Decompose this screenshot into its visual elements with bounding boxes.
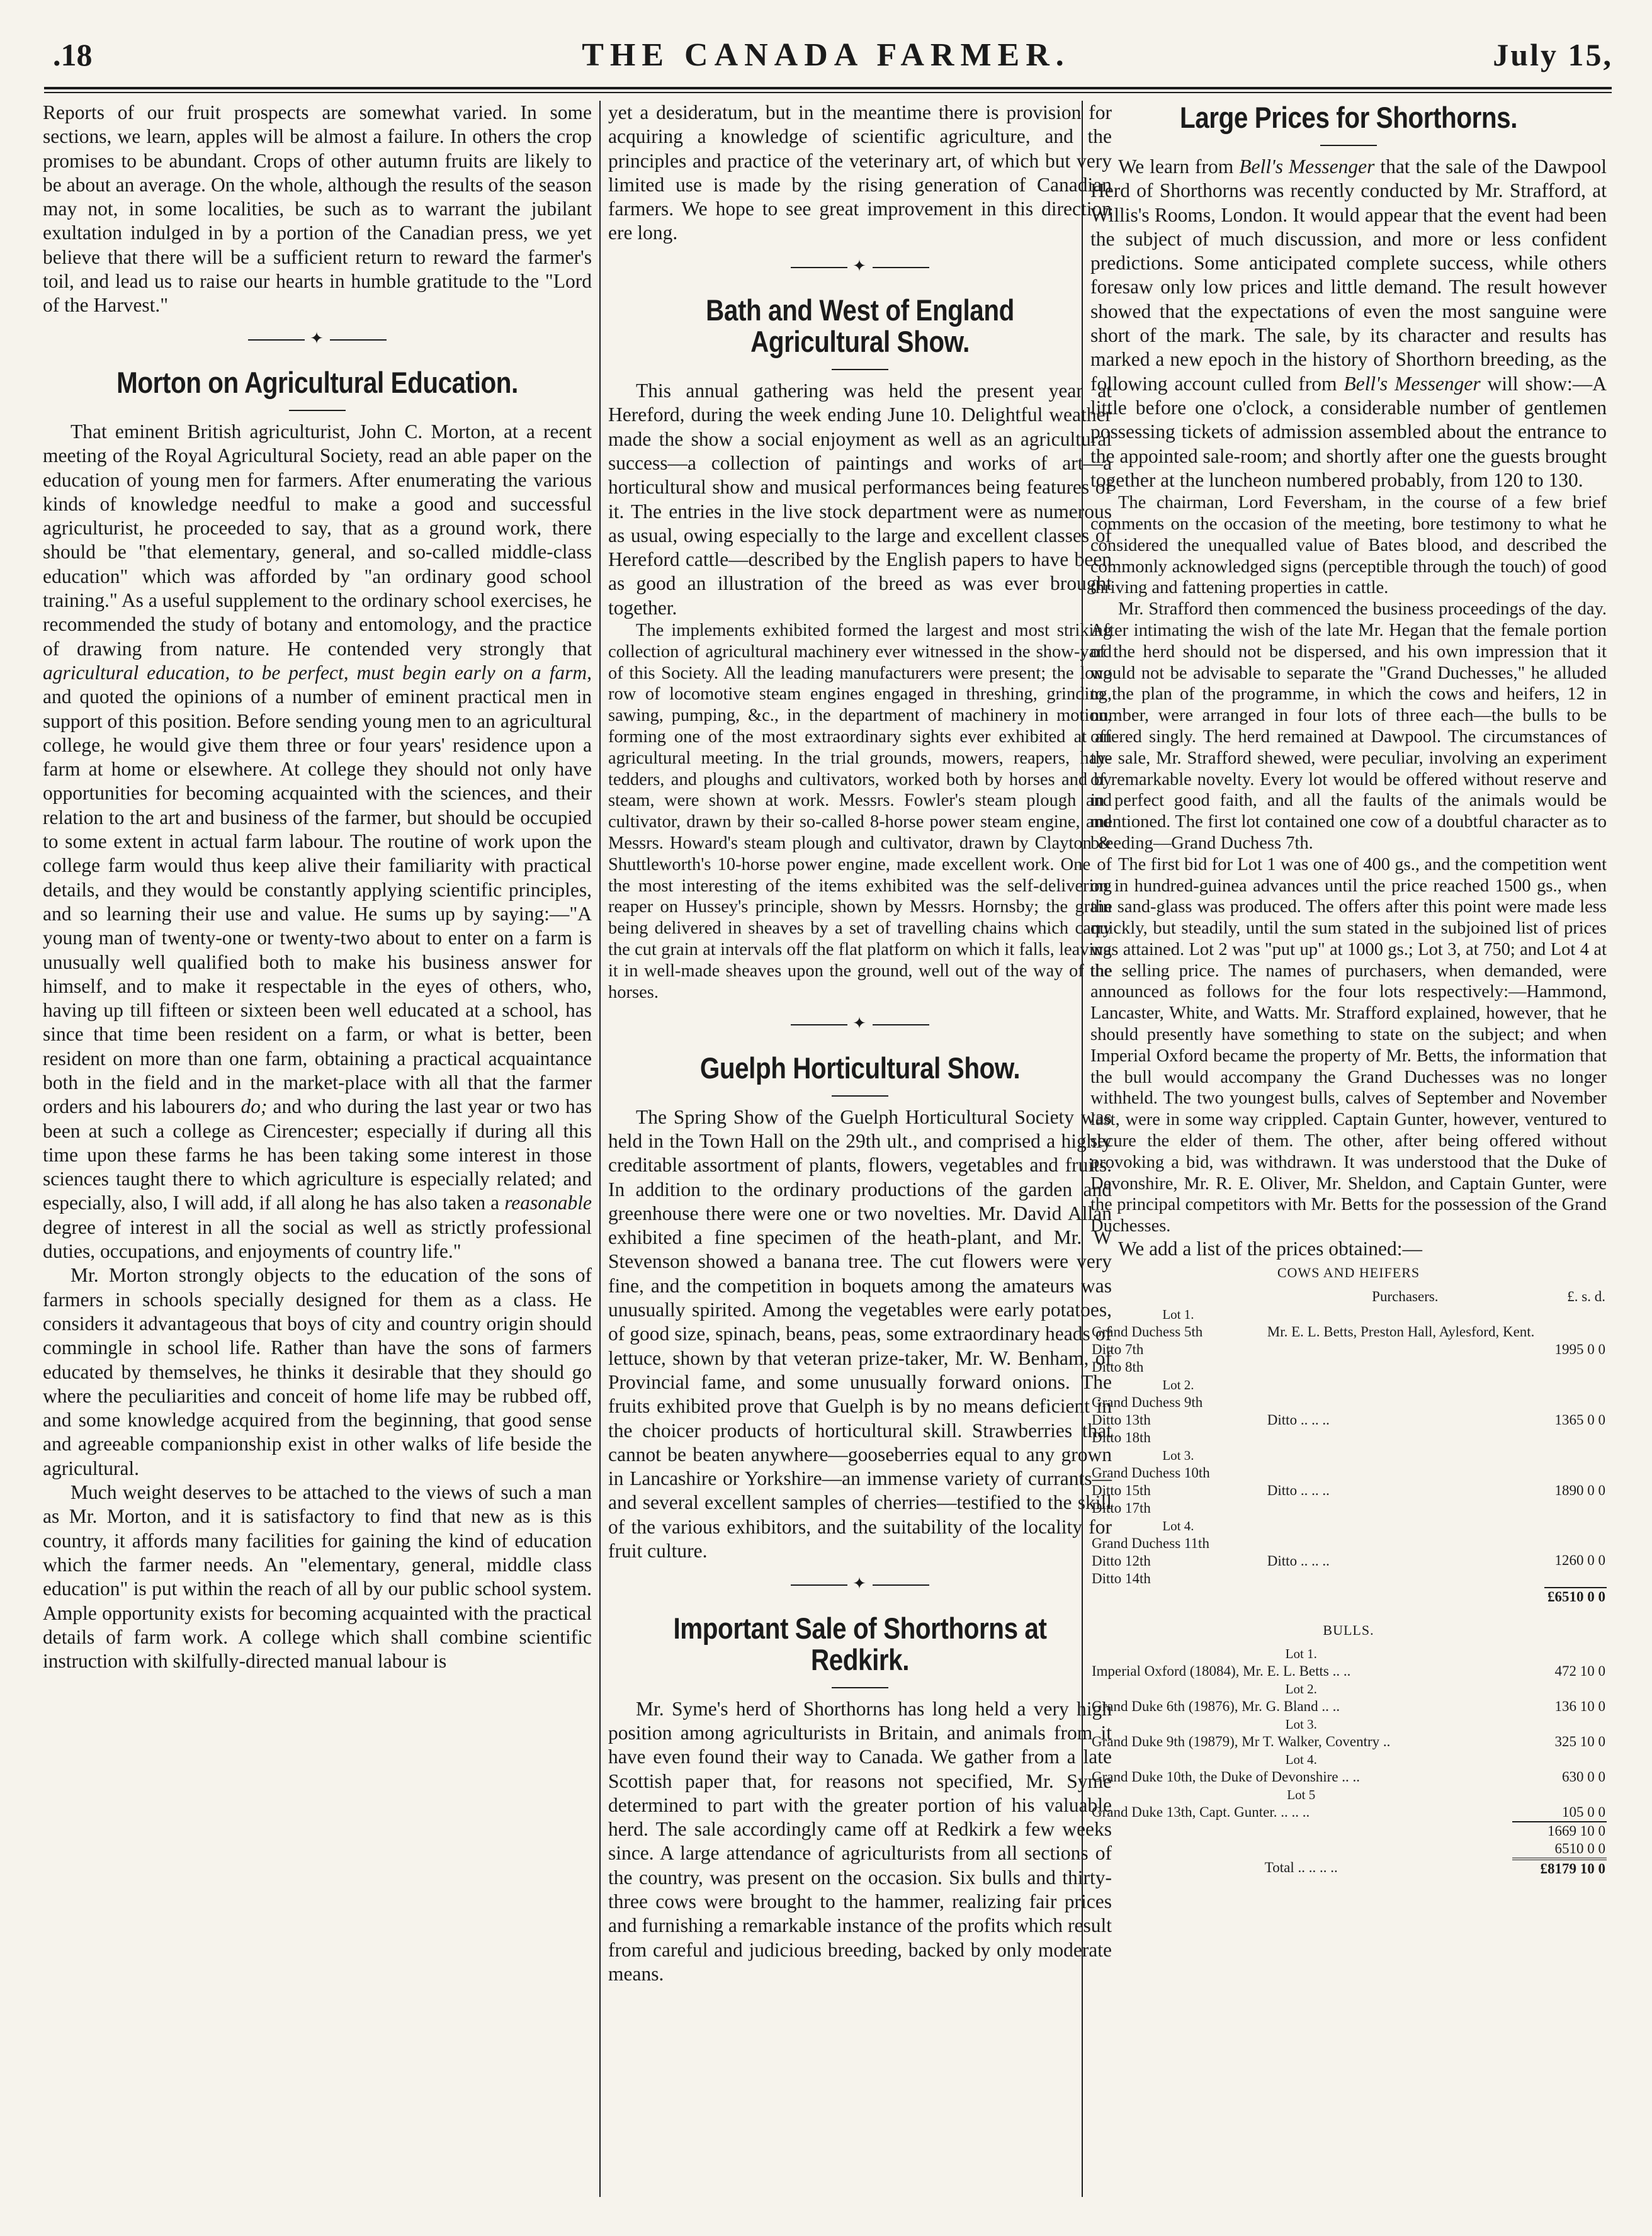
article-paragraph: Mr. Syme's herd of Shorthorns has long held a very high position among agriculturists in Britain, and animals from it have even found their way to Canada. We gather from a late Scottish paper that, for reasons not specified, Mr. Syme determined to part with the greater portion of his valuable herd. The sale accordingly came off at Redkirk a few weeks since. A large attendance of agriculturists from all sections of the country, was present on the occasion. Six bulls and thirty-three cows were brought to the hammer, realizing fair prices and furnishing a remarkable instance of the profits which result from careful and judicious breeding, backed by only moderate means. bbox=[608, 1697, 1112, 1985]
article-paragraph: Mr. Morton strongly objects to the education of the sons of farmers in schools specially designed for them as a class. He considers it advantageous that boys of city and country origin should commingle in school life. Rather than have the sons of farmers educated by themselves, he thinks it desirable that they should go where the peculiarities and conceit of home life may be rubbed off, and some knowledge acquired from the beginning, that good sense and agreeable companionship exist in other walks of life beside the agricultural. bbox=[43, 1264, 592, 1479]
table-row bbox=[1090, 1804, 1607, 1822]
section-ornament: ✦ bbox=[608, 254, 1112, 278]
article-paragraph: The implements exhibited formed the largest and most striking collection of agricultural machinery ever witnessed in the show-yard of this Society. All the leading manufacturers were present; the long row of locomotive steam engines engaged in threshing, grinding, sawing, pumping, &c., in the department of machinery in motion, forming one of the most extraordinary sights ever exhibited at an agricultural meeting. In the trial grounds, mowers, reapers, hay-tedders, and ploughs and cultivators, worked both by horses and by steam, were shown at work. Messrs. Fowler's steam plough and cultivator, drawn by their so-called 8-horse power steam engine, and Messrs. Howard's steam plough and cultivator, drawn by Clayton & Shuttleworth's 10-horse power engine, made excellent work. One of the most interesting of the items exhibited was the self-delivering reaper on Hussey's principle, shown by Messrs. Hornsby; the grain being delivered in sheaves by a set of travelling chains which carry the cut grain at intervals off the flat platform on which it falls, leaving it in well-made sheaves upon the ground, well out of the way of the horses. bbox=[608, 621, 1112, 1002]
section-ornament: ✦ bbox=[608, 1012, 1112, 1036]
section-ornament: ✦ bbox=[608, 1572, 1112, 1596]
cows-total: £6510 0 0 bbox=[1544, 1588, 1607, 1606]
table-row bbox=[1090, 1323, 1607, 1341]
paper-title: THE CANADA FARMER. bbox=[582, 37, 1070, 73]
heading-rule bbox=[1320, 145, 1377, 146]
table-title: BULLS. bbox=[1323, 1622, 1374, 1638]
bulls-subtotal: 1669 10 0 bbox=[1512, 1822, 1607, 1840]
article-paragraph: That eminent British agriculturist, John C. Morton, at a recent meeting of the Royal Agricultural Society, read an able paper on the education of young men for farmers. After enumerating the various kinds of knowledge needful to make a good and successful agriculturist, he proceeded to say, that as a ground work, there should be "that elementary, general, and so-called middle-class education" which was afforded by "an ordinary good school training." As a useful supplement to the ordinary school exercises, he recommended the study of botany and entomology, and the practice of drawing from nature. He contended very strongly that agricultural education, to be perfect, must begin early on a farm, and quoted the opinions of a number of eminent practical men in support of this position. Before sending young men to an agricultural college, he would give them three or four years' residence upon a farm at home or elsewhere. At college they should not only have opportunities for becoming acquainted with the sciences, and their relation to the art and business of the farmer, but should be occupied to some extent in actual farm labour. The routine of work upon the college farm would thus keep alive their familiarity with practical details, and they would be constantly applying scientific principles, and so learning their use and value. He sums up by saying:—"A young man of twenty-one or twenty-two about to enter on a farm is unusually well qualified both to make his business answer for himself, and to make it respectable in the eyes of others, who, having up till fifteen or sixteen been well educated at a school, has since that time been resident on a farm, or what is better, been resident on more than one farm, obtaining a practical acquaintance both in the field and in the market-place with all that the farmer orders and his labourers do; and who during the last year or two has been at such a college as Cirencester; especially if during all this time upon these farms he has been taking some interest in those sciences taught there to which agriculture is especially related; and especially, also, I will add, if all along he has also taken a reasonable degree of interest in all the social as well as strictly professional duties, occupations, and enjoyments of country life." bbox=[43, 420, 592, 1263]
column-2 bbox=[608, 101, 1112, 1986]
heading-rule bbox=[832, 369, 888, 370]
price: 630 0 0 bbox=[1562, 1768, 1605, 1785]
table-total-row bbox=[1090, 1588, 1607, 1606]
table-row bbox=[1090, 1394, 1607, 1411]
table-row bbox=[1090, 1376, 1607, 1394]
animal-name: Ditto 15th bbox=[1092, 1482, 1151, 1498]
table-header: Purchasers. bbox=[1372, 1288, 1439, 1304]
table-row bbox=[1090, 1751, 1607, 1768]
article-paragraph: yet a desideratum, but in the meantime there is provision for acquiring a knowledge of scientific agriculture, and the principles and practice of the veterinary art, of which but very limited use is made by the rising generation of Canadian farmers. We hope to see great improvement in this direction ere long. bbox=[608, 101, 1112, 244]
masthead-rule-thin bbox=[44, 92, 1612, 93]
article-paragraph: This annual gathering was held the present year at Hereford, during the week ending June 10. Delightful weather made the show a social enjoyment as well as an agricultural success—a collection of paintings and works of art—a horticultural show and musical performances being features of it. The entries in the live stock department were as numerous as usual, owing especially to the large and excellent classes of Hereford cattle—described by the English papers to have been as good an illustration of the breed as was ever brought together. bbox=[608, 380, 1112, 619]
article-paragraph: We learn from Bell's Messenger that the sale of the Dawpool Herd of Shorthorns was recently conducted by Mr. Strafford, at Willis's Rooms, London. It would appear that the event had been the subject of much discussion, and more or less confident predictions. Some anticipated complete success, while others foresaw only low prices and little demand. The result however showed that the expectations of even the most sanguine were short of the mark. The sale, by its character and results has marked a new epoch in the history of Shorthorn breeding, as the following account culled from Bell's Messenger will show:—A little before one o'clock, a considerable number of gentlemen possessing tickets of admission assembled about the entrance to the appointed sale-room; and shortly after one the guests brought together at the luncheon numbered probably, from 120 to 130. bbox=[1090, 155, 1607, 491]
article-heading: Important Sale of Shorthorns at Redkirk. bbox=[673, 1611, 1047, 1676]
price: 1365 0 0 bbox=[1554, 1411, 1605, 1428]
price: 325 10 0 bbox=[1554, 1733, 1605, 1749]
animal-name: Ditto 13th bbox=[1092, 1411, 1151, 1428]
price: 472 10 0 bbox=[1554, 1663, 1605, 1679]
lot-label: Lot 1. bbox=[1162, 1306, 1194, 1322]
lot-label: Lot 4. bbox=[1162, 1518, 1194, 1533]
article-heading: Morton on Agricultural Education. bbox=[116, 365, 518, 399]
animal-name: Ditto 12th bbox=[1092, 1552, 1151, 1569]
table-header: £. s. d. bbox=[1567, 1288, 1605, 1304]
purchaser: Mr. E. L. Betts, Preston Hall, Aylesford, Kent. bbox=[1267, 1323, 1535, 1340]
animal-name: Grand Duchess 11th bbox=[1092, 1535, 1209, 1551]
lot-label: Lot 4. bbox=[1285, 1751, 1317, 1767]
animal-name: Ditto 8th bbox=[1092, 1358, 1144, 1375]
article-heading: Guelph Horticultural Show. bbox=[699, 1051, 1021, 1085]
animal-name: Ditto 17th bbox=[1092, 1499, 1151, 1516]
heading-rule bbox=[832, 1687, 888, 1688]
table-row bbox=[1090, 1517, 1607, 1535]
price: 1260 0 0 bbox=[1554, 1552, 1605, 1569]
table-row bbox=[1090, 1768, 1607, 1786]
price-table-bulls bbox=[1090, 1645, 1607, 1878]
table-row bbox=[1090, 1786, 1607, 1804]
price-table-cows bbox=[1090, 1288, 1607, 1606]
grand-total: £8179 10 0 bbox=[1512, 1859, 1607, 1878]
table-row bbox=[1090, 1663, 1607, 1680]
animal-name: Ditto 14th bbox=[1092, 1570, 1151, 1586]
bull-entry: Grand Duke 9th (19879), Mr T. Walker, Coventry .. bbox=[1092, 1733, 1391, 1749]
article-paragraph: Much weight deserves to be attached to the views of such a man as Mr. Morton, and it is satisfactory to find that new as is this country, it affords many facilities for gaining the kind of education which the farmer needs. An "elementary, general, middle class education" is put within the reach of all by our public school system. Ample opportunity exists for becoming acquainted with the practical details of farm work. A college which shall combine scientific instruction with skilfully-directed manual labour is bbox=[43, 1481, 592, 1673]
animal-name: Ditto 7th bbox=[1092, 1341, 1144, 1357]
table-row bbox=[1090, 1645, 1607, 1663]
article-paragraph: The Spring Show of the Guelph Horticultural Society was held in the Town Hall on the 29th ult., and comprised a highly creditable assortment of plants, flowers, vegetables and fruits. In addition to the ordinary productions of the garden and greenhouse there were one or two novelties. Mr. David Allan exhibited a fine specimen of the heath-plant, and Mr. W Stevenson showed a banana tree. The cut flowers were very fine, and the competition in boquets among the amateurs was unusually spirited. Among the vegetables were early potatoes, of good size, spinach, beans, peas, some extraordinary heads of lettuce, shown by that veteran prize-taker, Mr. W. Benham, of Provincial fame, and some unusually forward onions. The fruits exhibited prove that Guelph is by no means deficient in the choicer products of horticultural skill. Strawberries that cannot be beaten anywhere—gooseberries equal to any grown in Lancashire or Yorkshire—an immense variety of currants—and several excellent samples of cherries—testified to the skill of the various exhibitors, and the suitability of the locality for fruit culture. bbox=[608, 1105, 1112, 1562]
animal-name: Grand Duchess 9th bbox=[1092, 1394, 1203, 1410]
column-1 bbox=[43, 101, 592, 1673]
lot-label: Lot 2. bbox=[1162, 1377, 1194, 1392]
table-row bbox=[1090, 1535, 1607, 1552]
masthead-rule bbox=[44, 87, 1612, 89]
lot-label: Lot 5 bbox=[1287, 1787, 1316, 1802]
bull-entry: Grand Duke 13th, Capt. Gunter. .. .. .. bbox=[1092, 1804, 1310, 1820]
bull-entry: Grand Duke 6th (19876), Mr. G. Bland .. .. bbox=[1092, 1698, 1340, 1714]
table-row bbox=[1090, 1447, 1607, 1464]
price: 1890 0 0 bbox=[1554, 1482, 1605, 1498]
lot-label: Lot 1. bbox=[1285, 1646, 1317, 1661]
bull-entry: Grand Duke 10th, the Duke of Devonshire .. .. bbox=[1092, 1768, 1361, 1785]
article-heading: Large Prices for Shorthorns. bbox=[1179, 101, 1517, 134]
article-paragraph: We add a list of the prices obtained:— bbox=[1118, 1238, 1422, 1260]
issue-date: July 15, bbox=[1493, 37, 1613, 72]
total-label: Total .. .. .. .. bbox=[1264, 1859, 1338, 1875]
animal-name: Ditto 18th bbox=[1092, 1429, 1151, 1445]
cows-subtotal: 6510 0 0 bbox=[1554, 1840, 1605, 1856]
article-paragraph: Mr. Strafford then commenced the business proceedings of the day. After intimating the wish of the late Mr. Hegan that the female portion of the herd should not be dispersed, and his own impression that it would not be advisable to separate the "Grand Duchesses," he alluded to the plan of the programme, in which the cows and heifers, 12 in number, were arranged in four lots of three each—the bulls to be offered singly. The herd remained at Dawpool. The circumstances of the sale, Mr. Strafford shewed, were peculiar, involving an experiment of remarkable novelty. Every lot would be offered without reserve and in perfect good faith, and all the faults of the animals would be mentioned. The first lot contained one cow of a doubtful character as to breeding—Grand Duchess 7th. bbox=[1090, 599, 1607, 853]
article-paragraph: The chairman, Lord Feversham, in the course of a few brief comments on the occasion of the meeting, bore testimony to what he considered the unequalled value of Bates blood, and described the commonly acknowledged signs (perceptible through the touch) of good thriving and fattening properties in cattle. bbox=[1090, 493, 1607, 598]
article-heading: Bath and West of England Agricultural Show. bbox=[706, 293, 1014, 359]
purchaser: Ditto .. .. .. bbox=[1267, 1482, 1330, 1498]
lot-label: Lot 2. bbox=[1285, 1681, 1317, 1697]
table-row bbox=[1090, 1715, 1607, 1733]
masthead bbox=[39, 37, 1613, 81]
heading-rule bbox=[289, 410, 346, 411]
section-ornament: ✦ bbox=[43, 327, 592, 351]
column-3 bbox=[1090, 101, 1607, 1878]
table-row bbox=[1090, 1840, 1607, 1859]
table-row bbox=[1090, 1464, 1607, 1482]
lot-label: Lot 3. bbox=[1285, 1716, 1317, 1732]
table-row bbox=[1090, 1306, 1607, 1323]
table-header-row bbox=[1090, 1288, 1607, 1306]
column-divider bbox=[599, 101, 601, 2197]
table-row bbox=[1090, 1680, 1607, 1698]
price: 136 10 0 bbox=[1554, 1698, 1605, 1714]
price: 105 0 0 bbox=[1562, 1804, 1605, 1820]
table-row bbox=[1090, 1822, 1607, 1840]
heading-rule bbox=[832, 1095, 888, 1097]
table-row bbox=[1090, 1733, 1607, 1751]
price: 1995 0 0 bbox=[1554, 1341, 1605, 1357]
animal-name: Grand Duchess 5th bbox=[1092, 1323, 1203, 1340]
table-total-row bbox=[1090, 1859, 1607, 1878]
purchaser: Ditto .. .. .. bbox=[1267, 1411, 1330, 1428]
animal-name: Grand Duchess 10th bbox=[1092, 1464, 1210, 1481]
bull-entry: Imperial Oxford (18084), Mr. E. L. Betts .. .. bbox=[1092, 1663, 1351, 1679]
purchaser: Ditto .. .. .. bbox=[1267, 1552, 1330, 1569]
article-paragraph: Reports of our fruit prospects are somewhat varied. In some sections, we learn, apples will be almost a failure. In others the crop promises to be abundant. Crops of other autumn fruits are likely to be about an average. On the whole, although the results of the season may not, in some localities, be such as to warrant the jubilant exultation indulged in by a portion of the Canadian press, we yet believe that there will be a sufficient return to reward the farmer's toil, and lead us to raise our hearts in humble gratitude to the "Lord of the Harvest." bbox=[43, 101, 592, 317]
article-paragraph: The first bid for Lot 1 was one of 400 gs., and the competition went on in hundred-guinea advances until the price reached 1500 gs., when the sand-glass was produced. The offers after this point were made less quickly, but steadily, until the sum stated in the subjoined list of prices was attained. Lot 2 was "put up" at 1000 gs.; Lot 3, at 750; and Lot 4 at the selling price. The names of purchasers, when demanded, were announced as follows for the four lots respectively:—Hammond, Lancaster, White, and Watts. Mr. Strafford explained, however, that he should presently have something to state on the subject; and when Imperial Oxford became the property of Mr. Betts, the information that the bull would accompany the Grand Duchesses was no longer withheld. The two youngest bulls, calves of September and November last, were in some way crippled. Captain Gunter, however, ventured to secure the elder of them. The other, after being offered without provoking a bid, was withdrawn. It was understood that the Duke of Devonshire, Mr. R. E. Oliver, Mr. Sheldon, and Captain Gunter, were the principal competitors with Mr. Betts for the possession of the Grand Duchesses. bbox=[1090, 854, 1607, 1236]
lot-label: Lot 3. bbox=[1162, 1447, 1194, 1463]
table-row bbox=[1090, 1698, 1607, 1715]
table-title: COWS AND HEIFERS bbox=[1277, 1265, 1420, 1281]
page-number: .18 bbox=[53, 37, 93, 72]
